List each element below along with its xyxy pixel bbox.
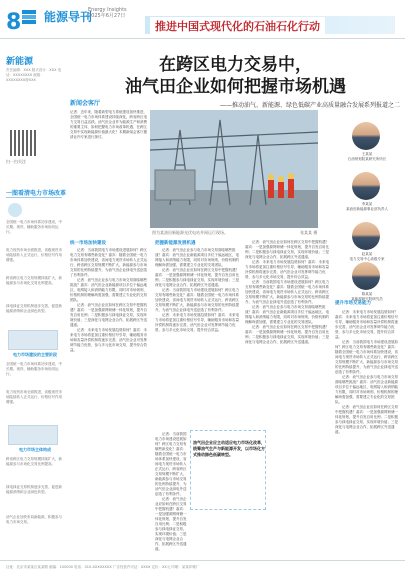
sidebar-item: 跨省跨区电力交易规模持续扩大，新能源参与市场化交易比例提高。 — [6, 457, 62, 466]
qr-code-icon — [10, 130, 36, 156]
section-tag: 新闻会客厅 — [70, 100, 101, 107]
figure-placeholder — [8, 330, 58, 350]
article-subtitle: ——推动油气、新能源、绿色低碳产业高质量融合发展系列报道之二 — [219, 102, 400, 109]
section-heading: 统一市场加快建设 — [70, 241, 106, 246]
page-number: 8 — [6, 10, 22, 35]
sidebar-item: 绿电绿证交易机制逐步完善，促进新能源消纳和企业绿色转型。 — [6, 304, 62, 313]
expert-caption: 陈某某 某能源研究院研究员 — [351, 292, 383, 301]
brand-logo-icon — [22, 10, 36, 24]
figure-label: 电力市场建设的主要阶段 — [13, 352, 57, 357]
sidebar-item: 电力现货市场全面推进，省级现货市场陆续转入正式运行，价格信号作用增强。 — [6, 248, 62, 262]
page-footer: 社址：北京市某某区某某路 邮编：100000 电话：010-XXXXXXXX 广告经营许可证：XXXX 定价：XX元 印刷：某某印刷厂 — [0, 560, 405, 575]
article-column: 记者：油气田企业参与电力市场交易面临哪些挑战？嘉宾：油气田企业新能源项目多位于偏远地区，电网接入和消纳能力有限，同时对市场规则、价格机制的理解尚需加强，需要建立专业化的交易团队。 记者：油气田企业应如何在跨区交易中把握机遇？嘉宾：一是加强源网荷储一体化规划，提升自发自用比例；二是积极参与绿电绿证交易，实现环境价值；三是深化与电网企业合作，拓展跨区外送通道。 记者：当前我国电力市场建设进展如何？跨区电力交易有哪些新变化？嘉宾：随着全国统一电力市场体系加快建设，省间电力现货市场转入正式运行，跨省跨区交易规模不断扩大，新能源参与市场交易的比例持续提升，为油气田企业绿电外送创造了有利条件。 记者：未来电力市场发展趋势如何？嘉宾：未来电力市场将更加注重价格信号引导，辅助服务市场和容量补偿机制将逐步完善，油气田企业可发挥调节能力优势，参与多元化市场交易，提升综合效益。 — [155, 248, 239, 332]
divider — [6, 197, 62, 198]
avatar — [352, 122, 380, 150]
editor-info: 责任编辑：XXX 版式设计：XXX 电话：XXXXXXXX 邮箱：XXXXXXXX@XXX — [6, 68, 62, 82]
divider — [0, 38, 405, 39]
brand-subtitle: Energy Insights 2025年6月27日 — [88, 7, 127, 19]
figure-placeholder — [8, 425, 58, 445]
article-column: 记者：油气田企业应如何在跨区交易中把握机遇？嘉宾：一是加强源网荷储一体化规划，提升自发自用比例；二是积极参与绿电绿证交易，实现环境价值；三是深化与电网企业合作，拓展跨区外送通道。 记者：未来电力市场发展趋势如何？嘉宾：未来电力市场将更加注重价格信号引导，辅助服务市场和容量补偿机制将逐步完善，油气田企业可发挥调节能力优势，参与多元化市场交易，提升综合效益。 记者：当前我国电力市场建设进展如何？跨区电力交易有哪些新变化？嘉宾：随着全国统一电力市场体系加快建设，省间电力现货市场转入正式运行，跨省跨区交易规模不断扩大，新能源参与市场交易的比例持续提升，为油气田企业绿电外送创造了有利条件。 记者：油气田企业参与电力市场交易面临哪些挑战？嘉宾：油气田企业新能源项目多位于偏远地区，电网接入和消纳能力有限，同时对市场规则、价格机制的理解尚需加强，需要建立专业化的交易团队。 记者：油气田企业应如何在跨区交易中把握机遇？嘉宾：一是加强源网荷储一体化规划，提升自发自用比例；二是积极参与绿电绿证交易，实现环境价值；三是深化与电网企业合作，拓展跨区外送通道。 — [245, 240, 329, 344]
figure-label: 电力市场主体构成 — [19, 447, 51, 452]
qr-label: 扫一扫关注 — [6, 159, 26, 164]
avatar — [352, 172, 380, 200]
sidebar-item: 电力现货市场全面推进，省级现货市场陆续转入正式运行，价格信号作用增强。 — [6, 390, 62, 404]
article-column: 记者：当前我国电力市场建设进展如何？跨区电力交易有哪些新变化？嘉宾：随着全国统一电力市场体系加快建设，省间电力现货市场转入正式运行，跨省跨区交易规模不断扩大，新能源参与市场交易的比例持续提升，为油气田企业绿电外送创造了有利条件。 记者：油气田企业应如何在跨区交易中把握机遇？嘉宾：一是加强源网荷储一体化规划，提升自发自用比例；二是积极参与绿电绿证交易，实现环境价值；三是深化与电网企业合作，拓展跨区外送通道。 — [155, 432, 187, 551]
sidebar-item: 绿电绿证交易机制逐步完善，促进新能源消纳和企业绿色转型。 — [6, 485, 62, 494]
brand-name: 能源导刊 — [44, 10, 93, 24]
sidebar-item: 全国统一电力市场体系初步建成，中长期、现货、辅助服务市场协同运行。 — [6, 220, 62, 234]
expert-caption: 王某某 石油规划院某研究所所长 — [347, 152, 387, 161]
article-column: 记者：未来电力市场发展趋势如何？嘉宾：未来电力市场将更加注重价格信号引导，辅助服务市场和容量补偿机制将逐步完善，油气田企业可发挥调节能力优势，参与多元化市场交易，提升综合效益。 记者：当前我国电力市场建设进展如何？跨区电力交易有哪些新变化？嘉宾：随着全国统一电力市场体系加快建设，省间电力现货市场转入正式运行，跨省跨区交易规模不断扩大，新能源参与市场交易的比例持续提升，为油气田企业绿电外送创造了有利条件。 记者：油气田企业参与电力市场交易面临哪些挑战？嘉宾：油气田企业新能源项目多位于偏远地区，电网接入和消纳能力有限，同时对市场规则、价格机制的理解尚需加强，需要建立专业化的交易团队。 记者：油气田企业应如何在跨区交易中把握机遇？嘉宾：一是加强源网荷储一体化规划，提升自发自用比例；二是积极参与绿电绿证交易，实现环境价值；三是深化与电网企业合作，拓展跨区外送通道。 — [335, 310, 398, 434]
photo-caption: 图为某油田新能源光伏电站并网运行现场。 — [152, 230, 228, 235]
photo-credit: 张某某 摄 — [300, 230, 318, 235]
sidebar-title: 新能源 — [6, 57, 34, 67]
avatar — [352, 222, 380, 250]
section-heading: 把握新能源发展机遇 — [155, 241, 196, 246]
sidebar-section-title: 一图看清电力市场改革 — [6, 190, 67, 197]
article-photo — [150, 110, 318, 228]
article-column: 记者：当前我国电力市场建设进展如何？跨区电力交易有哪些新变化？嘉宾：随着全国统一电力市场体系加快建设，省间电力现货市场转入正式运行，跨省跨区交易规模不断扩大，新能源参与市场交易的比例持续提升，为油气田企业绿电外送创造了有利条件。 记者：油气田企业参与电力市场交易面临哪些挑战？嘉宾：油气田企业新能源项目多位于偏远地区，电网接入和消纳能力有限，同时对市场规则、价格机制的理解尚需加强，需要建立专业化的交易团队。 记者：油气田企业应如何在跨区交易中把握机遇？嘉宾：一是加强源网荷储一体化规划，提升自发自用比例；二是积极参与绿电绿证交易，实现环境价值；三是深化与电网企业合作，拓展跨区外送通道。 记者：未来电力市场发展趋势如何？嘉宾：未来电力市场将更加注重价格信号引导，辅助服务市场和容量补偿机制将逐步完善，油气田企业可发挥调节能力优势，参与多元化市场交易，提升综合效益。 — [70, 248, 147, 352]
sidebar-note: 油气企业加快布局新能源，积极参与电力市场交易。 — [6, 515, 62, 524]
section-heading: 提升市场交易能力 — [335, 301, 371, 306]
avatar — [352, 262, 380, 290]
sidebar — [0, 40, 66, 560]
banner-title: 推进中国式现代化的石油石化行动 — [150, 17, 325, 35]
expert-caption: 赵某某 电力交易中心高级专家 — [349, 252, 385, 261]
article-intro: 记者：近年来，随着新型电力系统建设加快推进，全国统一电力市场体系建设持续深化，跨省跨区电力交易日益活跃。油气田企业作为能源生产和消费的重要主体，如何把握电力市场改革机遇、在跨区交易中实现新能源价值最大化？本期新闻会客厅邀请业内专家进行探讨。 — [70, 110, 147, 139]
bulb-icon — [8, 203, 22, 217]
page-title: 在跨区电力交易中， 油气田企业如何把握市场机遇 — [125, 55, 346, 97]
sidebar-item: 跨省跨区电力交易规模持续扩大，新能源参与市场化交易比例提高。 — [6, 276, 62, 285]
sidebar-item: 全国统一电力市场体系初步建成，中长期、现货、辅助服务市场协同运行。 — [6, 362, 62, 376]
pull-quote: 油气田企业应主动适应电力市场化改革，统筹油气生产与新能源开发，以市场化方式推动绿色低碳转型。 — [193, 440, 265, 457]
expert-caption: 李某某 某油田新能源事业部负责人 — [346, 202, 388, 211]
